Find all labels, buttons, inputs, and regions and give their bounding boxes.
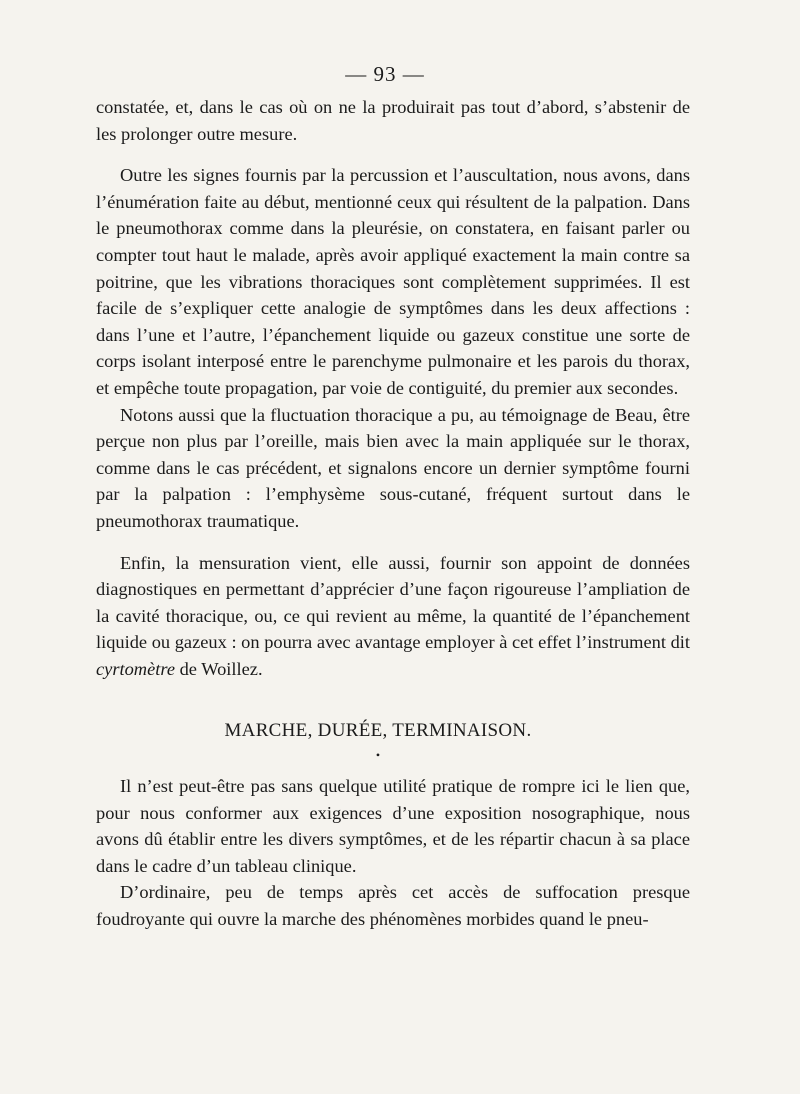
- paragraph-5: Il n’est peut-être pas sans quelque utilité pratique de rompre ici le lien que, pour nous conformer aux exigences d’une exposition nosographique, nous avons dû établir entre les divers symptômes, et de les répartir chacun à sa place dans le cadre d’un tableau clinique.: [96, 776, 690, 876]
- paragraph-3: Notons aussi que la fluctuation thoracique a pu, au témoignage de Beau, être perçue non plus par l’oreille, mais bien avec la main appliquée sur le thorax, comme dans le cas précédent, et signalons encore un dernier symptôme fourni par la palpation : l’emphysème sous-cutané, fréquent surtout dans le pneumothorax traumatique.: [96, 404, 690, 531]
- separator-dot: •: [375, 748, 381, 763]
- paragraph-1: constatée, et, dans le cas où on ne la produirait pas tout d’abord, s’abstenir de les prolonger outre mesure.: [96, 97, 690, 144]
- paragraph-6: D’ordinaire, peu de temps après cet accès de suffocation presque foudroyante qui ouvre la marche des phénomènes morbides quand le pneu-: [96, 882, 690, 930]
- section-heading: MARCHE, DURÉE, TERMINAISON.: [224, 720, 532, 742]
- paragraph-4-text: Enfin, la mensuration vient, elle aussi, fournir son appoint de données diagnostiques en permettant d’apprécier d’une façon rigoureuse l’ampliation de la cavité thoracique, ou, ce qui revient au même, la quantité de l’épanchement liquide ou gazeux : on pourra avec avantage employer à cet effet l’instrument dit: [96, 552, 690, 653]
- instrument-name: cyrtomètre: [96, 658, 175, 679]
- page-number: — 93 —: [345, 62, 425, 86]
- paragraph-4: [96, 550, 690, 683]
- body-text: [96, 94, 690, 933]
- paragraph-2: Outre les signes fournis par la percussion et l’auscultation, nous avons, dans l’énumération faite au début, mentionné ceux qui résultent de la palpation. Dans le pneumothorax comme dans la pleurésie, on constatera, en faisant parler ou compter tout haut le malade, après avoir appliqué exactement la main contre sa poitrine, que les vibrations thoraciques sont complètement supprimées. Il est facile de s’expliquer cette analogie de symptômes dans les deux affections : dans l’une et l’autre, l’épanchement liquide ou gazeux constitue une sorte de corps isolant interposé entre le parenchyme pulmonaire et les parois du thorax, et empêche toute propagation, par voie de contiguité, du premier aux secondes.: [96, 165, 690, 398]
- paragraph-4-end: de Woillez.: [174, 658, 263, 679]
